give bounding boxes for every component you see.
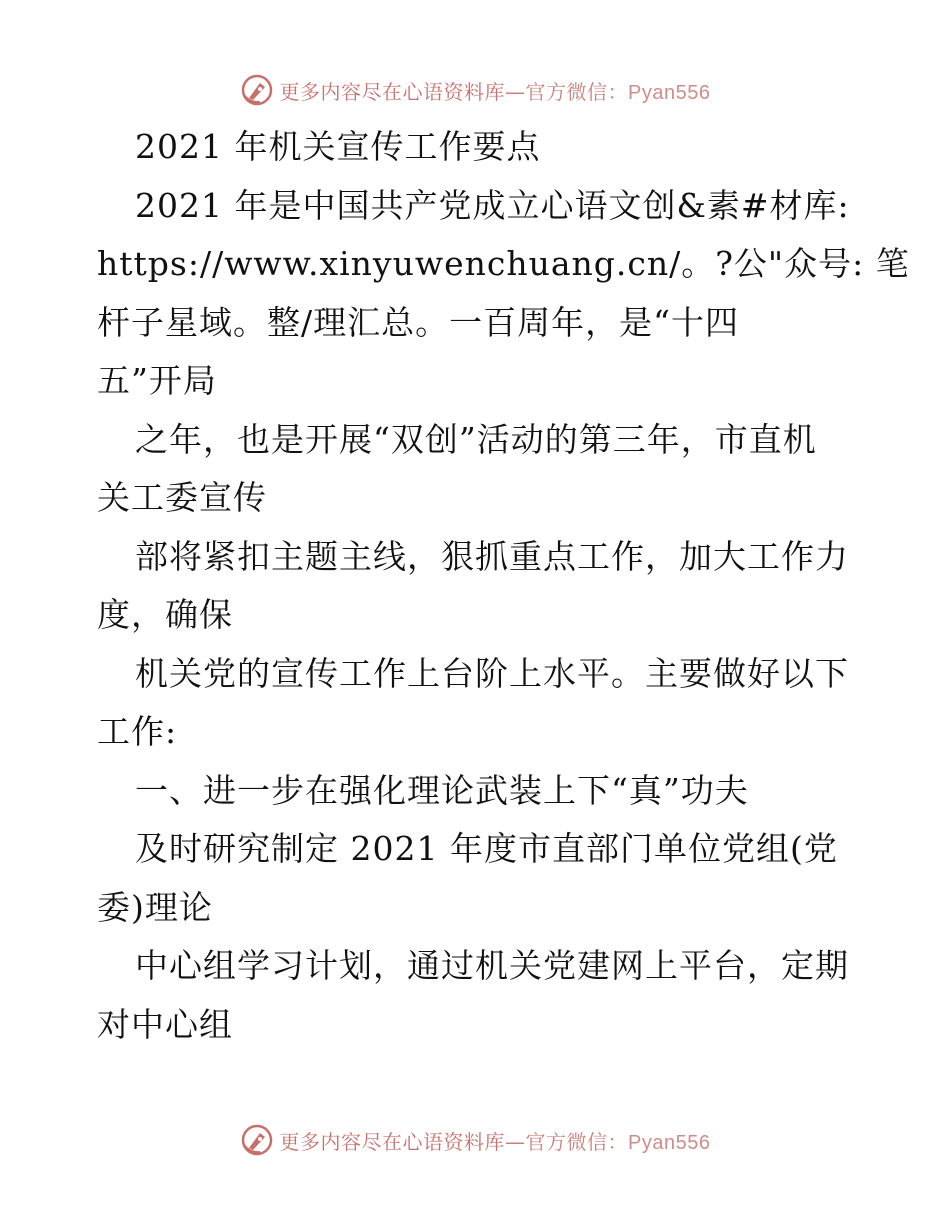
footer-watermark-text (280, 1126, 711, 1155)
watermark-separator: — (505, 79, 526, 104)
document-line: 工作: (97, 712, 178, 751)
pen-nib-logo-icon (240, 1123, 274, 1157)
watermark-site-name: 更多内容尽在心语资料库 (279, 79, 506, 104)
watermark-separator: — (505, 1129, 526, 1154)
document-line: https://www.xinyuwenchuang.cn/。?公"众号: 笔 (97, 244, 910, 283)
document-line: 关工委宣传 (97, 478, 267, 517)
header-watermark-text (280, 76, 711, 105)
document-line: 度，确保 (97, 595, 233, 634)
document-line: 委)理论 (97, 887, 213, 927)
watermark-wechat-label: 官方微信： (525, 79, 629, 104)
footer-watermark-banner (0, 1120, 950, 1160)
watermark-wechat-id: Pyan556 (628, 1131, 711, 1154)
watermark-site-name: 更多内容尽在心语资料库 (279, 1129, 506, 1154)
document-line: 部将紧扣主题主线，狠抓重点工作，加大工作力 (135, 536, 849, 576)
document-line: 机关党的宣传工作上台阶上水平。主要做好以下 (135, 653, 849, 693)
document-line: 2021 年机关宣传工作要点 (135, 127, 541, 166)
watermark-wechat-label: 官方微信： (525, 1129, 629, 1154)
document-line: 一、进一步在强化理论武装上下“真”功夫 (135, 770, 749, 810)
document-line: 对中心组 (97, 1004, 233, 1044)
document-line: 2021 年是中国共产党成立心语文创&素#材库: (135, 185, 850, 225)
pen-nib-logo-icon (240, 73, 274, 107)
header-watermark-banner (0, 70, 950, 110)
document-line: 之年，也是开展“双创”活动的第三年，市直机 (135, 419, 817, 459)
document-body (97, 118, 910, 1054)
document-line: 杆子星域。整/理汇总。一百周年，是“十四 (97, 302, 739, 342)
document-line: 中心组学习计划，通过机关党建网上平台，定期 (135, 946, 849, 985)
document-line: 五”开局 (97, 361, 217, 400)
document-line: 及时研究制定 2021 年度市直部门单位党组(党 (135, 829, 838, 868)
watermark-wechat-id: Pyan556 (628, 81, 711, 104)
